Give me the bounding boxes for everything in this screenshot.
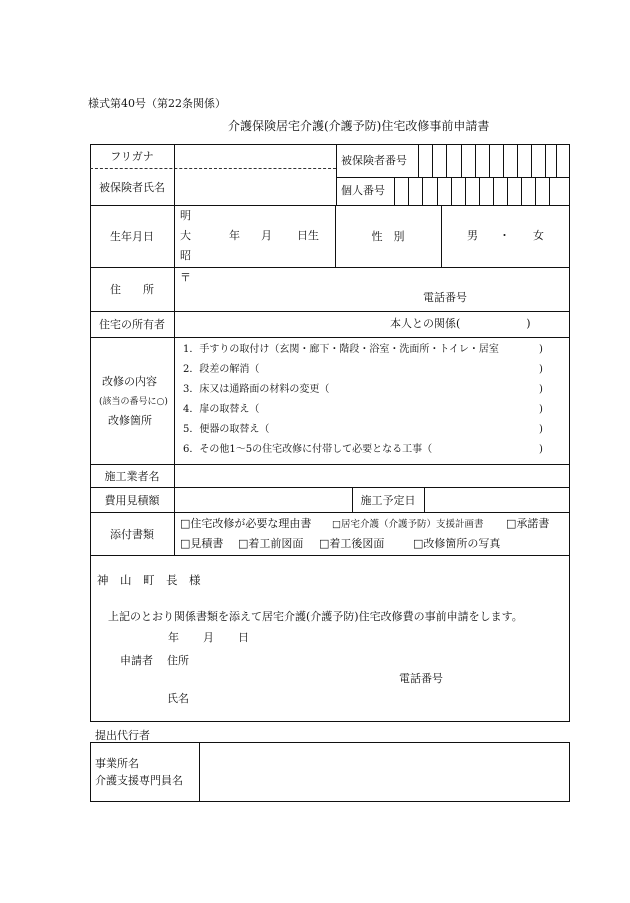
owner-label: 住宅の所有者 xyxy=(99,318,165,331)
insured-number-field[interactable] xyxy=(419,145,569,176)
personal-number-field[interactable] xyxy=(395,178,569,204)
care-manager-label: 介護支援専門員名 xyxy=(95,774,183,787)
attachments-label: 添付書類 xyxy=(110,527,154,541)
attachment-reason-doc[interactable]: □住宅改修が必要な理由書 xyxy=(180,517,312,530)
address-label: 住 所 xyxy=(110,283,154,296)
era-showa[interactable]: 昭 xyxy=(180,249,191,262)
gender-male[interactable]: 男 xyxy=(467,229,478,242)
attachment-care-plan[interactable]: □居宅介護（介護予防）支援計画書 xyxy=(332,519,484,530)
renovation-item-close: ) xyxy=(539,444,543,455)
cost-estimate-field[interactable] xyxy=(176,489,350,510)
renovation-item-close: ) xyxy=(539,404,543,415)
applicant-address-label: 住所 xyxy=(167,654,189,667)
address-phone-label: 電話番号 xyxy=(423,291,467,304)
personal-number-label: 個人番号 xyxy=(341,184,385,197)
era-meiji[interactable]: 明 xyxy=(180,209,191,222)
gender-separator: ・ xyxy=(499,229,510,242)
schedule-date-label: 施工予定日 xyxy=(360,493,416,507)
form-title: 介護保険居宅介護(介護予防)住宅改修事前申請書 xyxy=(228,119,490,133)
owner-field[interactable] xyxy=(176,313,376,335)
contractor-label: 施工業者名 xyxy=(104,469,160,483)
addressee: 神 山 町 長 様 xyxy=(97,573,201,587)
birth-month-unit: 月 xyxy=(261,229,272,242)
declaration-year: 年 xyxy=(168,631,179,644)
applicant-label: 申請者 xyxy=(120,654,153,667)
attachment-photos[interactable]: □改修箇所の写真 xyxy=(413,537,501,550)
gender-female[interactable]: 女 xyxy=(533,229,544,242)
applicant-name-label: 氏名 xyxy=(167,692,189,705)
attachment-post-drawing[interactable]: □着工後図面 xyxy=(319,537,385,550)
declaration-month: 月 xyxy=(203,631,214,644)
declaration-statement: 上記のとおり関係書類を添えて居宅介護(介護予防)住宅改修費の事前申請をします。 xyxy=(108,610,523,623)
furigana-field[interactable] xyxy=(176,146,334,166)
applicant-name-field[interactable] xyxy=(195,689,555,707)
schedule-date-field[interactable] xyxy=(426,489,566,510)
renovation-location-label: 改修箇所 xyxy=(108,414,152,427)
contractor-field[interactable] xyxy=(176,466,566,485)
insured-number-label: 被保険者番号 xyxy=(341,154,407,167)
renovation-item[interactable]: 5．便器の取替え（ xyxy=(183,424,270,435)
furigana-label: フリガナ xyxy=(110,150,154,163)
attachment-consent[interactable]: □承諾書 xyxy=(506,517,550,530)
renovation-item[interactable]: 1．手すりの取付け（玄関・廊下・階段・浴室・洗面所・トイレ・居室 xyxy=(183,344,499,355)
owner-relation: 本人との関係( ) xyxy=(390,317,531,330)
office-name-label: 事業所名 xyxy=(95,757,139,770)
renovation-item[interactable]: 4．扉の取替え（ xyxy=(183,404,260,415)
attachment-pre-drawing[interactable]: □着工前図面 xyxy=(238,537,304,550)
applicant-phone-label: 電話番号 xyxy=(399,672,443,685)
agent-section-label: 提出代行者 xyxy=(95,729,150,742)
agent-field[interactable] xyxy=(201,744,567,800)
renovation-label: 改修の内容 xyxy=(102,375,157,388)
birth-date-label: 生年月日 xyxy=(110,230,154,243)
renovation-item[interactable]: 6．その他1～5の住宅改修に付帯して必要となる工事（ xyxy=(183,444,433,455)
renovation-item-close: ) xyxy=(539,384,543,395)
renovation-item-close: ) xyxy=(539,344,543,355)
birth-year-unit: 年 xyxy=(229,229,240,242)
gender-label: 性 別 xyxy=(371,230,405,243)
form-number: 様式第40号（第22条関係） xyxy=(88,97,226,110)
insured-name-field[interactable] xyxy=(176,170,334,203)
renovation-item-close: ) xyxy=(539,424,543,435)
renovation-item[interactable]: 3．床又は通路面の材料の変更（ xyxy=(183,384,330,395)
insured-name-label: 被保険者氏名 xyxy=(99,180,165,194)
birth-day-unit: 日生 xyxy=(297,229,319,242)
renovation-item[interactable]: 2．段差の解消（ xyxy=(183,364,260,375)
declaration-day: 日 xyxy=(238,631,249,644)
renovation-hint: (該当の番号に○) xyxy=(99,397,168,407)
cost-estimate-label: 費用見積額 xyxy=(104,493,160,507)
renovation-label-group xyxy=(90,337,174,464)
postal-mark: 〒 xyxy=(180,271,191,284)
attachment-estimate[interactable]: □見積書 xyxy=(180,537,224,550)
applicant-address-field[interactable] xyxy=(195,651,555,669)
address-field[interactable] xyxy=(194,270,564,288)
renovation-item-close: ) xyxy=(539,364,543,375)
era-taisho[interactable]: 大 xyxy=(180,229,191,242)
